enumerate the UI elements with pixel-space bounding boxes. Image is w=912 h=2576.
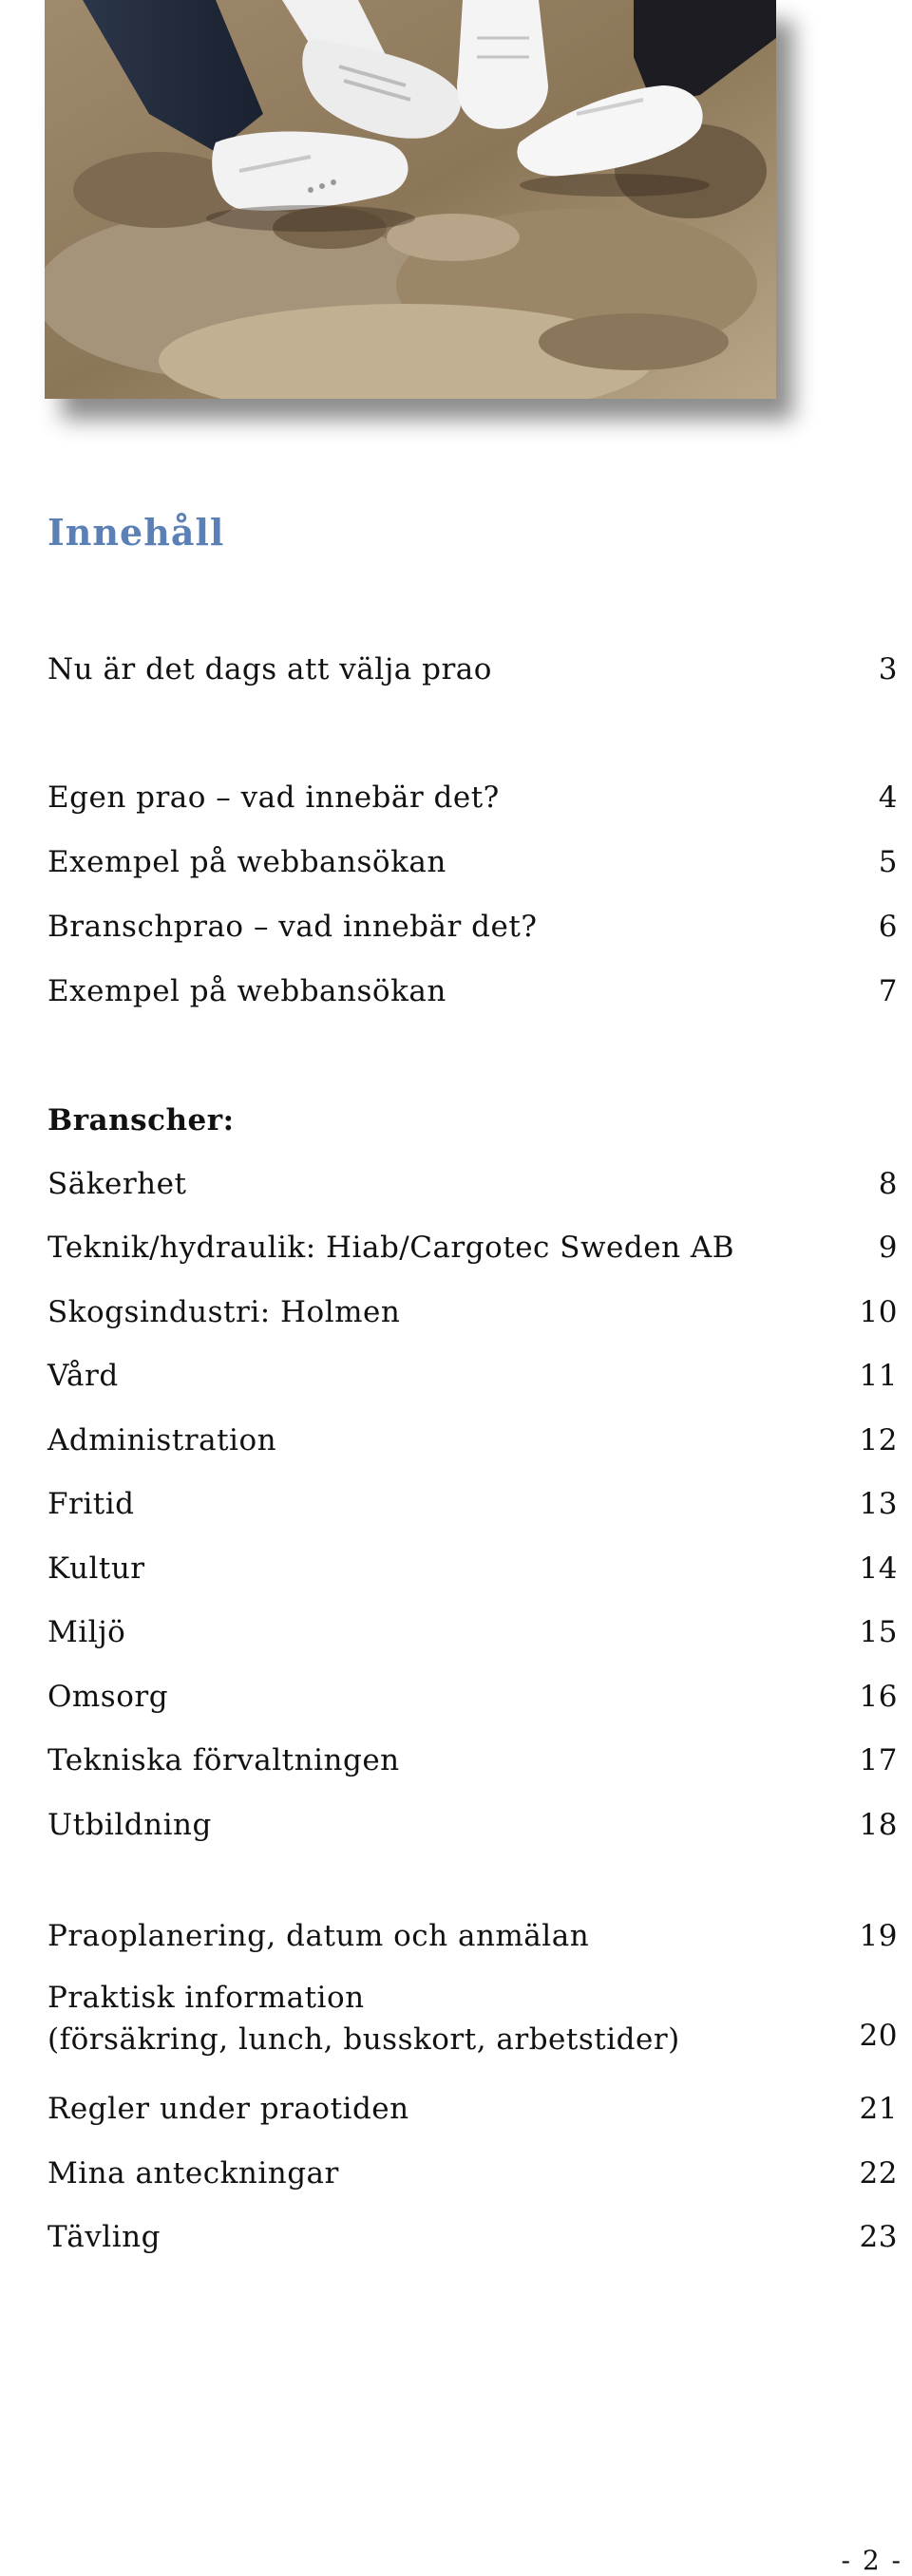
toc-entry-page: 4: [878, 780, 898, 815]
toc-entry-label-line2: (försäkring, lunch, busskort, arbetstider): [48, 2022, 680, 2057]
toc-entry-label: Omsorg: [48, 1680, 169, 1714]
toc-entry-label: Egen prao – vad innebär det?: [48, 780, 500, 815]
toc-entry-label: Kultur: [48, 1551, 145, 1586]
toc-entry-page: 19: [859, 1919, 898, 1953]
toc-entry-page: 23: [859, 2220, 898, 2254]
toc-entry-label: Exempel på webbansökan: [48, 974, 446, 1008]
toc-entry-label: Mina anteckningar: [48, 2156, 339, 2191]
toc-entry-label: [48, 1977, 680, 2060]
toc-entry-label: Administration: [48, 1423, 277, 1457]
toc-entry-label: Tävling: [48, 2220, 161, 2254]
toc-entry-label: Praoplanering, datum och anmälan: [48, 1919, 590, 1953]
toc-entry-label: Regler under praotiden: [48, 2092, 409, 2126]
toc-entry-page: 14: [859, 1551, 898, 1586]
toc-entry-page: 20: [859, 2019, 898, 2053]
toc-entry-page: 18: [859, 1808, 898, 1842]
toc-entry-page: 3: [878, 652, 898, 686]
toc-entry-page: 12: [859, 1423, 898, 1457]
toc-entry-label: Tekniska förvaltningen: [48, 1743, 400, 1777]
toc-entry-label: Vård: [48, 1359, 119, 1393]
sneakers-on-sand-image: [45, 0, 776, 399]
toc-entry-label-line1: Praktisk information: [48, 1981, 365, 2015]
toc-title: Innehåll: [48, 511, 225, 554]
toc-branches-heading: Branscher:: [48, 1103, 235, 1138]
toc-entry-page: 13: [859, 1487, 898, 1521]
toc-entry: [48, 1977, 898, 2060]
toc-entry-page: 22: [859, 2156, 898, 2191]
cover-photo: [45, 0, 776, 399]
toc-entry-label: Branschprao – vad innebär det?: [48, 910, 538, 944]
page-number: - 2 -: [841, 2545, 902, 2576]
toc-entry-page: 17: [859, 1743, 898, 1777]
toc-entry-page: 6: [878, 910, 898, 944]
toc-entry-label: Säkerhet: [48, 1167, 187, 1201]
toc-entry-page: 10: [859, 1295, 898, 1329]
toc-entry-label: Utbildning: [48, 1808, 212, 1842]
toc-entry-page: 8: [878, 1167, 898, 1201]
toc-entry-label: Nu är det dags att välja prao: [48, 652, 492, 686]
toc-entry-label: Miljö: [48, 1615, 126, 1649]
toc-entry-label: Skogsindustri: Holmen: [48, 1295, 401, 1329]
toc-entry-page: 11: [859, 1359, 898, 1393]
toc-entry-page: 5: [878, 845, 898, 879]
toc-entry-page: 21: [859, 2092, 898, 2126]
toc-entry-label: Teknik/hydraulik: Hiab/Cargotec Sweden AB: [48, 1231, 735, 1265]
toc-entry-page: 9: [878, 1231, 898, 1265]
toc-entry-page: 15: [859, 1615, 898, 1649]
toc-entry-page: 7: [878, 974, 898, 1008]
toc-entry-label: Exempel på webbansökan: [48, 845, 446, 879]
toc-entry-label: Fritid: [48, 1487, 135, 1521]
toc-entry-page: 16: [859, 1680, 898, 1714]
